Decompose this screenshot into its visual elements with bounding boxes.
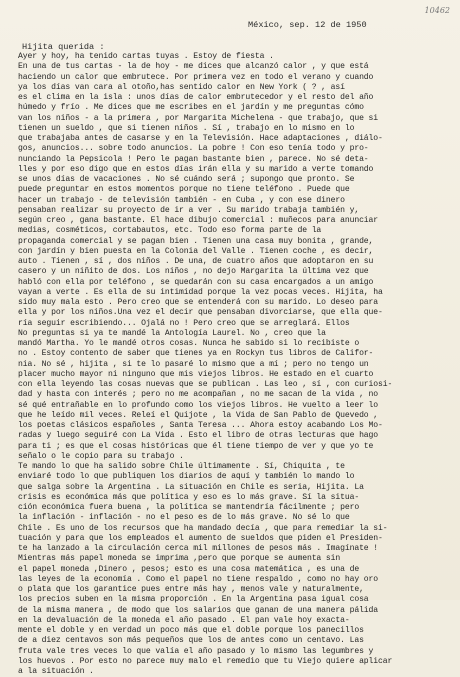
letter-line: mandó Martha. Yo le mandé otros cosas. Nunca he sabido si lo recibiste o bbox=[18, 339, 360, 348]
letter-line: nunciando la Pepsicola ! Pero le pagan bastante bien , parece. No sé deta- bbox=[18, 154, 369, 164]
letter-line: radas y luego seguiré con La Vida . Esto el libro de otras lecturas que hago bbox=[18, 431, 379, 441]
letter-line: que he leído mil veces. Releí el Quijote , la Vida de San Pablo de Quevedo , bbox=[18, 410, 379, 420]
letter-line: Ayer y hoy, ha tenido cartas tuyas . Estoy de fiesta . bbox=[18, 52, 274, 61]
letter-line: placer mucho mayor ni ninguno que mis viejos libros. He estado en el cuarto bbox=[18, 369, 374, 379]
letter-line: Chile . Es uno de los recursos que ha mandado decía , que para remediar la si- bbox=[18, 523, 388, 533]
letter-line: ción económica fuera buena , la política se mantendría fácilmente ; pero bbox=[18, 503, 360, 512]
letter-line: propaganda comercial y se pagan bien . Tienen una casa muy bonita , grande, bbox=[18, 236, 374, 246]
letter-line: No preguntas si ya te mandé la Antología Laurel. No , creo que la bbox=[18, 328, 326, 338]
letter-line: enviaré todo lo que publiquen los diarios de aquí y también lo mando lo bbox=[18, 472, 355, 482]
letter-line: habló con ella por teléfono , se quedarán con su casa encargados a un amigo bbox=[18, 277, 374, 287]
letter-line: auto . Tienen , sí , dos niños . De una, de cuatro años que adoptaron en su bbox=[18, 257, 374, 266]
letter-line: medias, cosméticos, cortabautos, etc. Todo eso forma parte de la bbox=[18, 226, 322, 236]
letter-line: puede preguntar en estos momentos porque no tiene teléfono . Puede que bbox=[18, 185, 350, 195]
letter-line: húmedo y frío . Me dices que me escribes en el jardín y me preguntas cómo bbox=[18, 103, 364, 113]
letter-line: que salga sobre la Argentina . La situación en Chile es seria, Hijita. La bbox=[18, 482, 364, 492]
letter-line: pensaban realizar su proyecto de ir a ver . Su marido trabaja también y, bbox=[18, 205, 360, 215]
letter-line: hacer un trabajo - de televisión también - en Cuba , y con ese dinero bbox=[18, 195, 345, 205]
letter-line: señalo o le copio para su trabajo . bbox=[18, 451, 184, 461]
letter-line: el papel moneda ,Dinero , pesos; esto es una cosa matemática , es una de bbox=[18, 564, 360, 574]
letter-line: con jardín y bien puesta en la Colonia del Valle . Tienen coche , es decir, bbox=[18, 246, 374, 256]
letter-line: ya los días van cara al otoño,has sentido calor en New York ( ? , así bbox=[18, 82, 345, 92]
letter-line: ría seguir escribiendo... Ojalá no ! Pero creo que se arreglará. Ellos bbox=[18, 318, 350, 328]
archive-number: 10462 bbox=[424, 6, 450, 15]
letter-line: se unos días de vacaciones . No sé cuándo será ; supongo que pronto. Se bbox=[18, 175, 355, 184]
letter-line: según creo , gana bastante. Él hace dibujo comercial : muñecos para anunciar bbox=[18, 216, 379, 225]
letter-line: tienen un sueldo , que si tienen niños . Sí , trabajo en lo mismo en lo bbox=[18, 123, 355, 133]
letter-line: casero y un niñito de dos. Los niños , no dejo Margarita la última vez que bbox=[18, 267, 369, 277]
letter-line: para ti ; es que el cosas históricas que él tiene tiempo de ver y que yo te bbox=[18, 441, 374, 451]
letter-line: fruta vale tres veces lo que valía el año pasado y lo mismo las legumbres y bbox=[18, 646, 374, 656]
letter-line: lles y por eso digo que en estos días irán ella y su marido a verte tomando bbox=[18, 164, 374, 174]
letter-line: las leyes de la economía . Como el papel no tiene respaldo , como no hay oro bbox=[18, 574, 379, 584]
letter-line: vayan a verte . Es ella de su intimidad porque la vez pocas veces. Hijita, ha bbox=[18, 287, 383, 297]
letter-line: tuación y para que los empleados el aumento de sueldos que piden el Presiden- bbox=[18, 533, 383, 543]
letter-greeting: Hijita querida : bbox=[22, 42, 105, 52]
letter-line: haciendo un calor que embrutece. Por primera vez en todo el verano y cuando bbox=[18, 72, 374, 82]
letter-line: a la situación . bbox=[18, 667, 94, 676]
letter-line: gos, anuncios... sobre todo anuncios. La pobre ! Con eso tenía todo y pro- bbox=[18, 144, 369, 154]
letter-line: crisis es económica más que política y eso es lo más grave. Sí la situa- bbox=[18, 492, 360, 502]
letter-line: sé qué entrañable en lo profundo como los viejos libros. He vuelto a leer lo bbox=[18, 400, 379, 410]
letter-line: los huevos . Por esto no parece muy malo el remedio que tu Viejo quiere aplicar bbox=[18, 656, 393, 666]
letter-line: nia. No sé , hijita , si te lo pasaré lo mismo que a mí ; pero no tengo un bbox=[18, 359, 369, 369]
letter-line: los precios suben en la misma proporción . En la Argentina pasa igual cosa bbox=[18, 595, 369, 605]
letter-line: en la devaluación de la moneda el año pasado . El pan vale hoy exacta- bbox=[18, 615, 350, 625]
letter-line: te ha lanzado a la circulación cerca mil millones de pesos más . Imagínate ! bbox=[18, 544, 379, 553]
letter-line: En una de tus cartas - la de hoy - me dices que alcanzó calor , y que está bbox=[18, 62, 369, 72]
letter-body bbox=[18, 52, 442, 677]
letter-line: es el clima en la isla : unos días de calor embrutecedor y el resto del año bbox=[18, 93, 374, 102]
letter-line: o plata que los garantice pues entre más hay , menos vale y naturalmente, bbox=[18, 585, 364, 594]
letter-line: que trabajaba antes de casarse y en la Televisión. Hace adaptaciones , diálo- bbox=[18, 134, 383, 143]
letter-date: México, sep. 12 de 1950 bbox=[248, 20, 367, 30]
letter-line: van los niños - a la primera , por Margarita Michelena - que trabajo, que si bbox=[18, 113, 379, 123]
letter-line: de la misma manera , de modo que los salarios que ganan de una manera pálida bbox=[18, 605, 379, 615]
letter-line: Mientras más papel moneda se imprima ,pero que porque se aumenta sin bbox=[18, 554, 341, 564]
letter-line: ella y por los niños.Una vez el decir que pensaban divorciarse, que ella que- bbox=[18, 308, 383, 318]
letter-line: los poetas clásicos españoles , Santa Teresa ... Ahora estoy acabando Los Mo- bbox=[18, 421, 383, 430]
letter-line: la inflación - inflación - no el peso es de lo más grave. No sé lo que bbox=[18, 513, 350, 523]
letter-line: dad y hasta con interés ; pero no me acompañan , no me sacan de la vida , no bbox=[18, 390, 379, 400]
letter-line: con ella leyendo las cosas nuevas que se publican . Las leo , sí , con curiosi- bbox=[18, 380, 393, 389]
letter-line: mente el doble y en verdad un poco más que el doble porque los panecillos bbox=[18, 626, 364, 635]
letter-line: no . Estoy contento de saber que tienes ya en Rockyn tus libros de Califor- bbox=[18, 349, 374, 359]
letter-line: sido muy mala esto . Pero creo que se entenderá con su marido. Lo deseo para bbox=[18, 298, 379, 307]
letter-line: Te mando lo que ha salido sobre Chile últimamente . Sí, Chiquita , te bbox=[18, 462, 345, 471]
letter-line: de a diez centavos son más pequeños que los de antes como un centavo. Las bbox=[18, 636, 364, 646]
